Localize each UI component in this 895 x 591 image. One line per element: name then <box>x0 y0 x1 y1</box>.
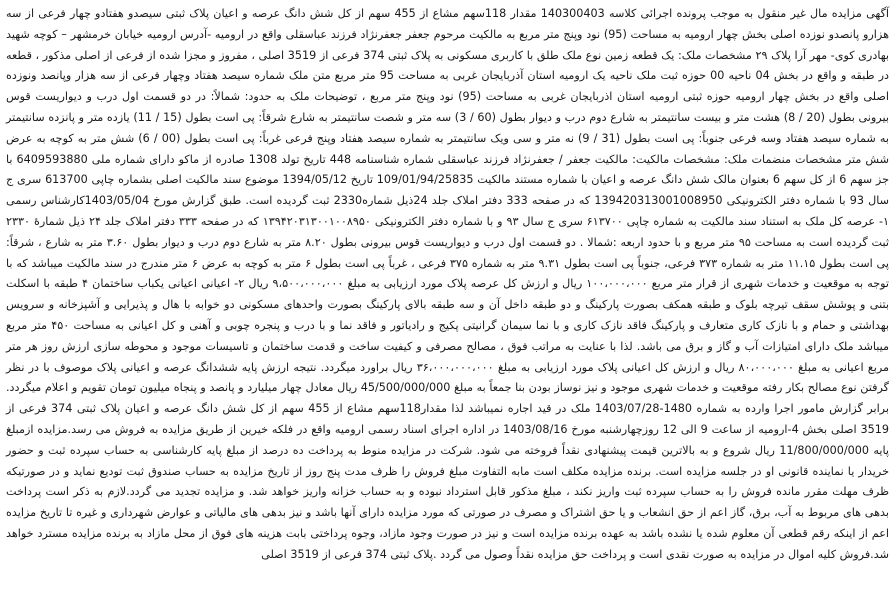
auction-notice-text: آگهی مزایده مال غیر منقول به موجب پرونده اجرائی کلاسه 140300403 مقدار 118سهم مشاع از 455 سهم از کل شش دانگ عرصه و اعیان پلاک ثبتی سیصدو هفتادو چهار فرعی از سه هزارو پانصدو نوزده اصلی بخش چهار ارومیه به مساحت (95) نود وپنج متر مربع به مالکیت مرحوم جعفر جعفرنژاد فرزند عباسقلی واقع در ارومیه -آدرس ارومیه خیابان خرمشهر – کوچه شهید بهادری کوی- مهر آرا پلاک ۲۹ مشخصات ملک: یک قطعه زمین نوع ملک طلق با کاربری مسکونی به پلاک ثبتی 374 فرعی از 3519 اصلی ، مفروز و مجزا شده از فرعی از اصلی مذکور ، قطعه در طبقه و واقع در بخش 04 ناحیه 00 حوزه ثبت ملک ناحیه یک ارومیه استان آذربایجان غربی به مساحت 95 متر مربع متن ملک شماره سیصد هفتاد وچهار فرعی از سه هزار وپانصد ونوزده اصلی واقع در بخش چهار ارومیه حوزه ثبتی ارومیه استان اذربایجان غربی به مساحت (95) نود وپنج متر مربع ، توضیحات ملک به حدود: شمالاً: در دو قسمت اول درب و دیواریست قوس بیرونی بطول (20 / 8) هشت متر و بیست سانتیمتر به شارع دوم درب و دیوار بطول (60 / 3) سه متر و شصت سانتیمتر به شارع شرقاً: پی است بطول (15 / 11) یازده متر و پانزده سانتیمتر به شماره سیصد هفتاد وسه فرعی جنوباً: پی است بطول (31 / 9) نه متر و سی ویک سانتیمتر به شماره سیصد هفتاد وپنج فرعی غرباً: پی است بطول (00 / 6) شش متر به کوچه به عرض شش متر مشخصات منضمات ملک: مشخصات مالکیت: مالکیت جعفر / جعفرنژاد فرزند عباسقلی شماره شناسنامه 448 تاریخ تولد 1308 صادره از ماکو دارای شماره ملی 6409593880 با جز سهم 6 از کل سهم 6 بعنوان مالک شش دانگ عرصه و اعیان با شماره مستند مالکیت 109/01/94/25835 تاریخ 1394/05/12 موضوع سند مالکیت اصلی بشماره چاپی 613700 سری ج سال 93 با شماره دفتر الکترونیکی 139420313001008950 که در صفحه 333 دفتر املاک جلد 24ذیل شماره2330 ثبت گردیده است. طبق گزارش مورخ 1403/05/04کارشناس رسمی ۱- عرصه کل ملک به استناد سند مالکیت به شماره چاپی ۶۱۳۷۰۰ سری ج سال ۹۳ و با شماره دفتر الکترونیکی ۱۳۹۴۲۰۳۱۳۰۰۱۰۰۸۹۵۰ که در صفحه ۳۳۳ دفتر املاک جلد ۲۴ ذیل شمارهٔ ۲۳۳۰ ثبت گردیده است به مساحت ۹۵ متر مربع و با حدود اربعه :شمالا . دو قسمت اول درب و دیواریست قوس بیرونی بطول ۸.۲۰ متر به شارع دوم درب و دیوار بطول ۳.۶۰ متر به شارع ، شرقاً: پی است بطول ۱۱.۱۵ متر به شماره ۳۷۳ فرعی، جنوباً پی است بطول ۹.۳۱ متر به شماره ۳۷۵ فرعی ، غرباً پی است بطول ۶ متر به کوچه به عرض ۶ متر مندرج در سند مالکیت میباشد که با توجه به موقعیت و خدمات شهری از قرار متر مربع ۱۰۰،۰۰۰،۰۰۰ ریال و ارزش کل عرصه پلاک مورد ارزیابی به مبلغ ۹،۵۰۰،۰۰۰،۰۰۰ ریال ۲- اعیانی اعیانی یکباب ساختمان ۴ طبقه با اسکلت بتنی و پوشش سقف تیرچه بلوک و طبقه همکف بصورت پارکینگ و دو طبقه داخل آن و سه طبقه بالای پارکینگ بصورت واحدهای مسکونی دو خوابه با هال و پذیرایی و آشپزخانه و سرویس بهداشتی و حمام و با نازک کاری متعارف و پارکینگ فاقد نازک کاری و با نما سیمان گرانیتی پکیج و رادیاتور و فاقد نما و با درب و پنجره چوبی و آهنی و کل اعیانی به مساحت ۴۵۰ متر مربع میباشد ملک دارای امتیازات آب و گاز و برق می باشد. لذا با عنایت به مراتب فوق ، مصالح مصرفی و کیفیت ساخت و قدمت ساختمان و تاسیسات موجود و محوطه سازی ارزش روز هر متر مربع اعیانی به مبلغ ۸۰،۰۰۰،۰۰۰ ریال و ارزش کل اعیانی پلاک مورد ارزیابی به مبلغ ۳۶،۰۰۰،۰۰۰،۰۰۰ ریال براورد میگردد. نتیجه ارزش پایه ششدانگ عرصه و اعیانی پلاک موصوف با در نظر گرفتن نوع مصالح بکار رفته موقعیت و خدمات شهری موجود و نیز نوساز بودن بنا جمعاً به مبلغ 45/500/000/000 ریال معادل چهار میلیارد و پانصد و پنجاه میلیون تومان تقویم و اعلام میگردد. برابر گزارش مامور اجرا وارده به شماره 1480-1403/07/28 ملک در قید اجاره نمیباشد لذا مقدار118سهم مشاع از 455 سهم از کل شش دانگ عرصه و اعیان پلاک ثبتی 374 فرعی از 3519 اصلی بخش 4-ارومیه از ساعت 9 الی 12 روزچهارشنبه مورخ 1403/08/16 در اداره اجرای اسناد رسمی ارومیه واقع در فلکه خیرین از طریق مزایده به فروش می رسد.مزایده ازمبلغ پایه 11/800/000/000 ریال شروع و به بالاترین قیمت پیشنهادی نقداً فروخته می شود. شرکت در مزایده منوط به پرداخت ده درصد از مبلغ پایه کارشناسی به حساب سپرده ثبت و حضور خریدار یا نماینده قانونی او در جلسه مزایده است. برنده مزایده مکلف است مابه التفاوت مبلغ فروش را ظرف مدت پنج روز از تاریخ مزایده به حساب صندوق ثبت تودیع نماید و در صورتیکه ظرف مهلت مقرر مانده فروش را به حساب سپرده ثبت واریز نکند ، مبلغ مذکور قابل استرداد نبوده و به حساب خزانه واریز خواهد شد. و مزایده تجدید می گردد.لازم به ذکر است پرداخت بدهی های مربوط به آب، برق، گاز اعم از حق انشعاب و یا حق اشتراک و مصرف در صورتی که مورد مزایده دارای آنها باشد و نیز بدهی های مالیاتی و عوارض شهرداری و غیره تا تاریخ مزایده اعم از اینکه رقم قطعی آن معلوم شده یا نشده باشد به عهده برنده مزایده است و نیز در صورت وجود مازاد، وجوه پرداختی بابت هزینه های فوق از محل مازاد به برنده مزایده مسترد خواهد شد.فروش کلیه اموال در مزایده به صورت نقدی است و پرداخت حق مزایده نقداً وصول می گردد .پلاک ثبتی 374 فرعی از 3519 اصلی <box>6 7 890 561</box>
